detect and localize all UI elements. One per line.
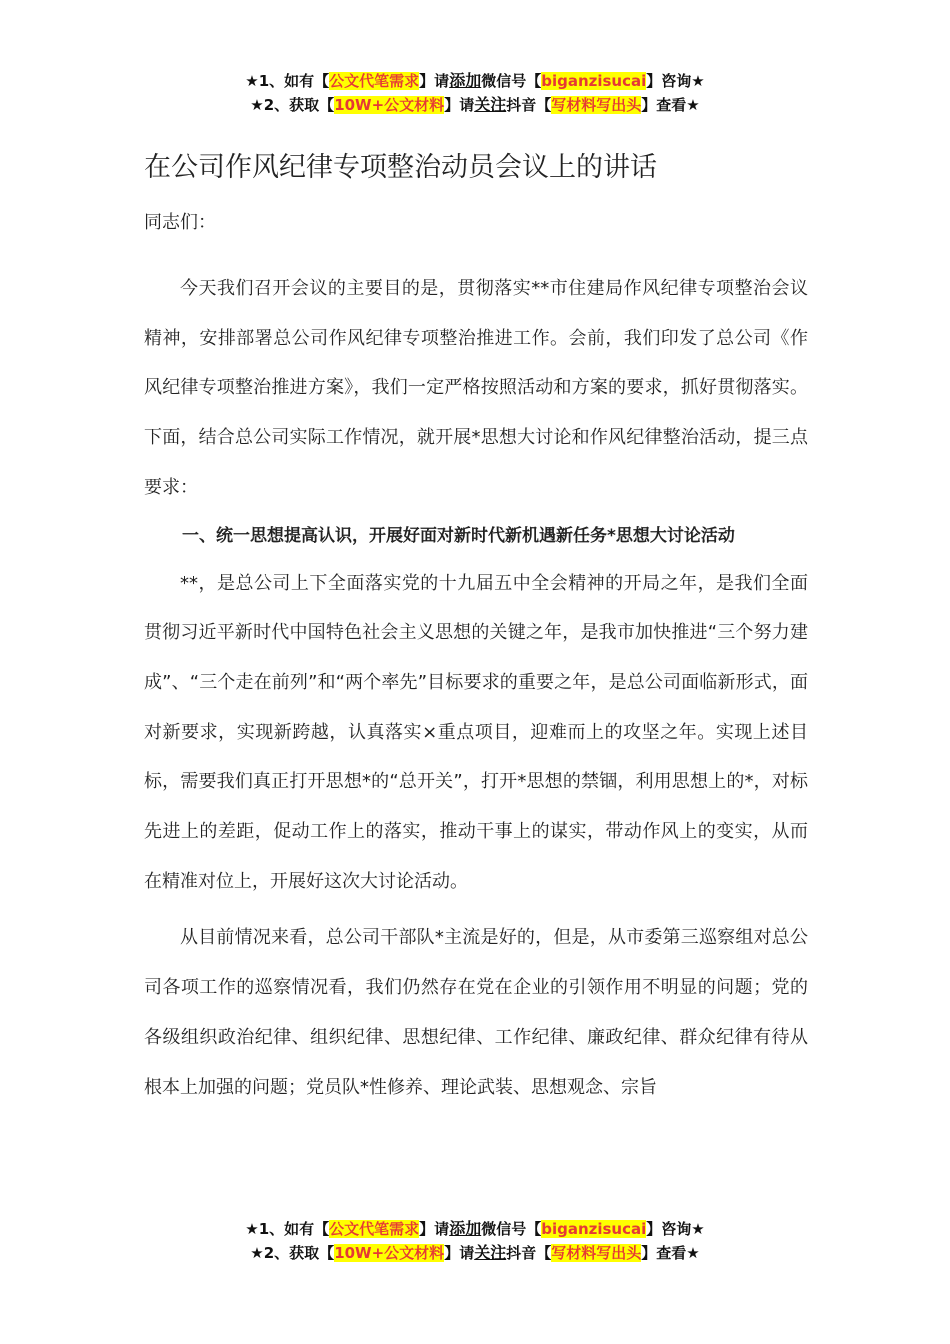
paragraph-2: **，是总公司上下全面落实党的十九届五中全会精神的开局之年，是我们全面贯彻习近平新时代中国特色社会主义思想的关键之年，是我市加快推进“三个努力建成”、“三个走在前列”和“两个率先”目标要求的重要之年，是总公司面临新形式，面对新要求，实现新跨越，认真落实×重点项目，迎难而上的攻坚之年。实现上述目标，需要我们真正打开思想*的“总开关”，打开*思想的禁锢，利用思想上的*，对标先进上的差距，促动工作上的落实，推动干事上的谋实，带动作风上的变实，从而在精准对位上，开展好这次大讨论活动。 [144,572,808,892]
banner-line-1 [0,1217,950,1241]
banner-text: 】查看★ [641,96,700,114]
document-title: 在公司作风纪律专项整治动员会议上的讲话 [144,152,657,183]
banner-highlight: 10W+公文材料 [334,96,445,114]
section-heading-1: 一、统一思想提高认识，开展好面对新时代新机遇新任务*思想大讨论活动 [182,525,735,546]
banner-line-2 [0,1241,950,1265]
banner-text: 抖音【 [506,1244,552,1262]
banner-highlight: biganzisucai [541,72,647,90]
banner-text: 】请 [444,1244,475,1262]
banner-emphasis: 添加 [449,71,482,90]
banner-highlight: 公文代笔需求 [329,72,420,90]
banner-line-1 [0,69,950,93]
banner-emphasis: 关注 [474,95,507,114]
banner-text: ★2、获取【 [250,96,335,114]
banner-emphasis: 添加 [449,1219,482,1238]
banner-highlight: 写材料写出头 [551,96,642,114]
banner-highlight: 公文代笔需求 [329,1220,420,1238]
banner-text: ★1、如有【 [245,72,330,90]
bottom-banner [0,1217,950,1265]
banner-emphasis: 关注 [474,1243,507,1262]
banner-text: ★2、获取【 [250,1244,335,1262]
banner-text: 微信号【 [481,72,542,90]
banner-text: 】请 [419,1220,450,1238]
banner-highlight: 写材料写出头 [551,1244,642,1262]
banner-text: 】请 [444,96,475,114]
top-banner [0,69,950,117]
banner-highlight: 10W+公文材料 [334,1244,445,1262]
banner-text: 微信号【 [481,1220,542,1238]
banner-line-2 [0,93,950,117]
banner-text: ★1、如有【 [245,1220,330,1238]
banner-text: 】请 [419,72,450,90]
banner-text: 】查看★ [641,1244,700,1262]
banner-text: 】咨询★ [646,1220,705,1238]
paragraph-1: 今天我们召开会议的主要目的是，贯彻落实**市住建局作风纪律专项整治会议精神，安排部署总公司作风纪律专项整治推进工作。会前，我们印发了总公司《作风纪律专项整治推进方案》，我们一定严格按照活动和方案的要求，抓好贯彻落实。下面，结合总公司实际工作情况，就开展*思想大讨论和作风纪律整治活动，提三点要求： [144,278,808,498]
banner-text: 抖音【 [506,96,552,114]
document-body [144,148,808,1112]
banner-highlight: biganzisucai [541,1220,647,1238]
salutation: 同志们： [144,212,216,233]
paragraph-3: 从目前情况来看，总公司干部队*主流是好的，但是，从市委第三巡察组对总公司各项工作的巡察情况看，我们仍然存在党在企业的引领作用不明显的问题；党的各级组织政治纪律、组织纪律、思想纪律、工作纪律、廉政纪律、群众纪律有待从根本上加强的问题；党员队*性修养、理论武装、思想观念、宗旨 [144,927,808,1098]
banner-text: 】咨询★ [646,72,705,90]
